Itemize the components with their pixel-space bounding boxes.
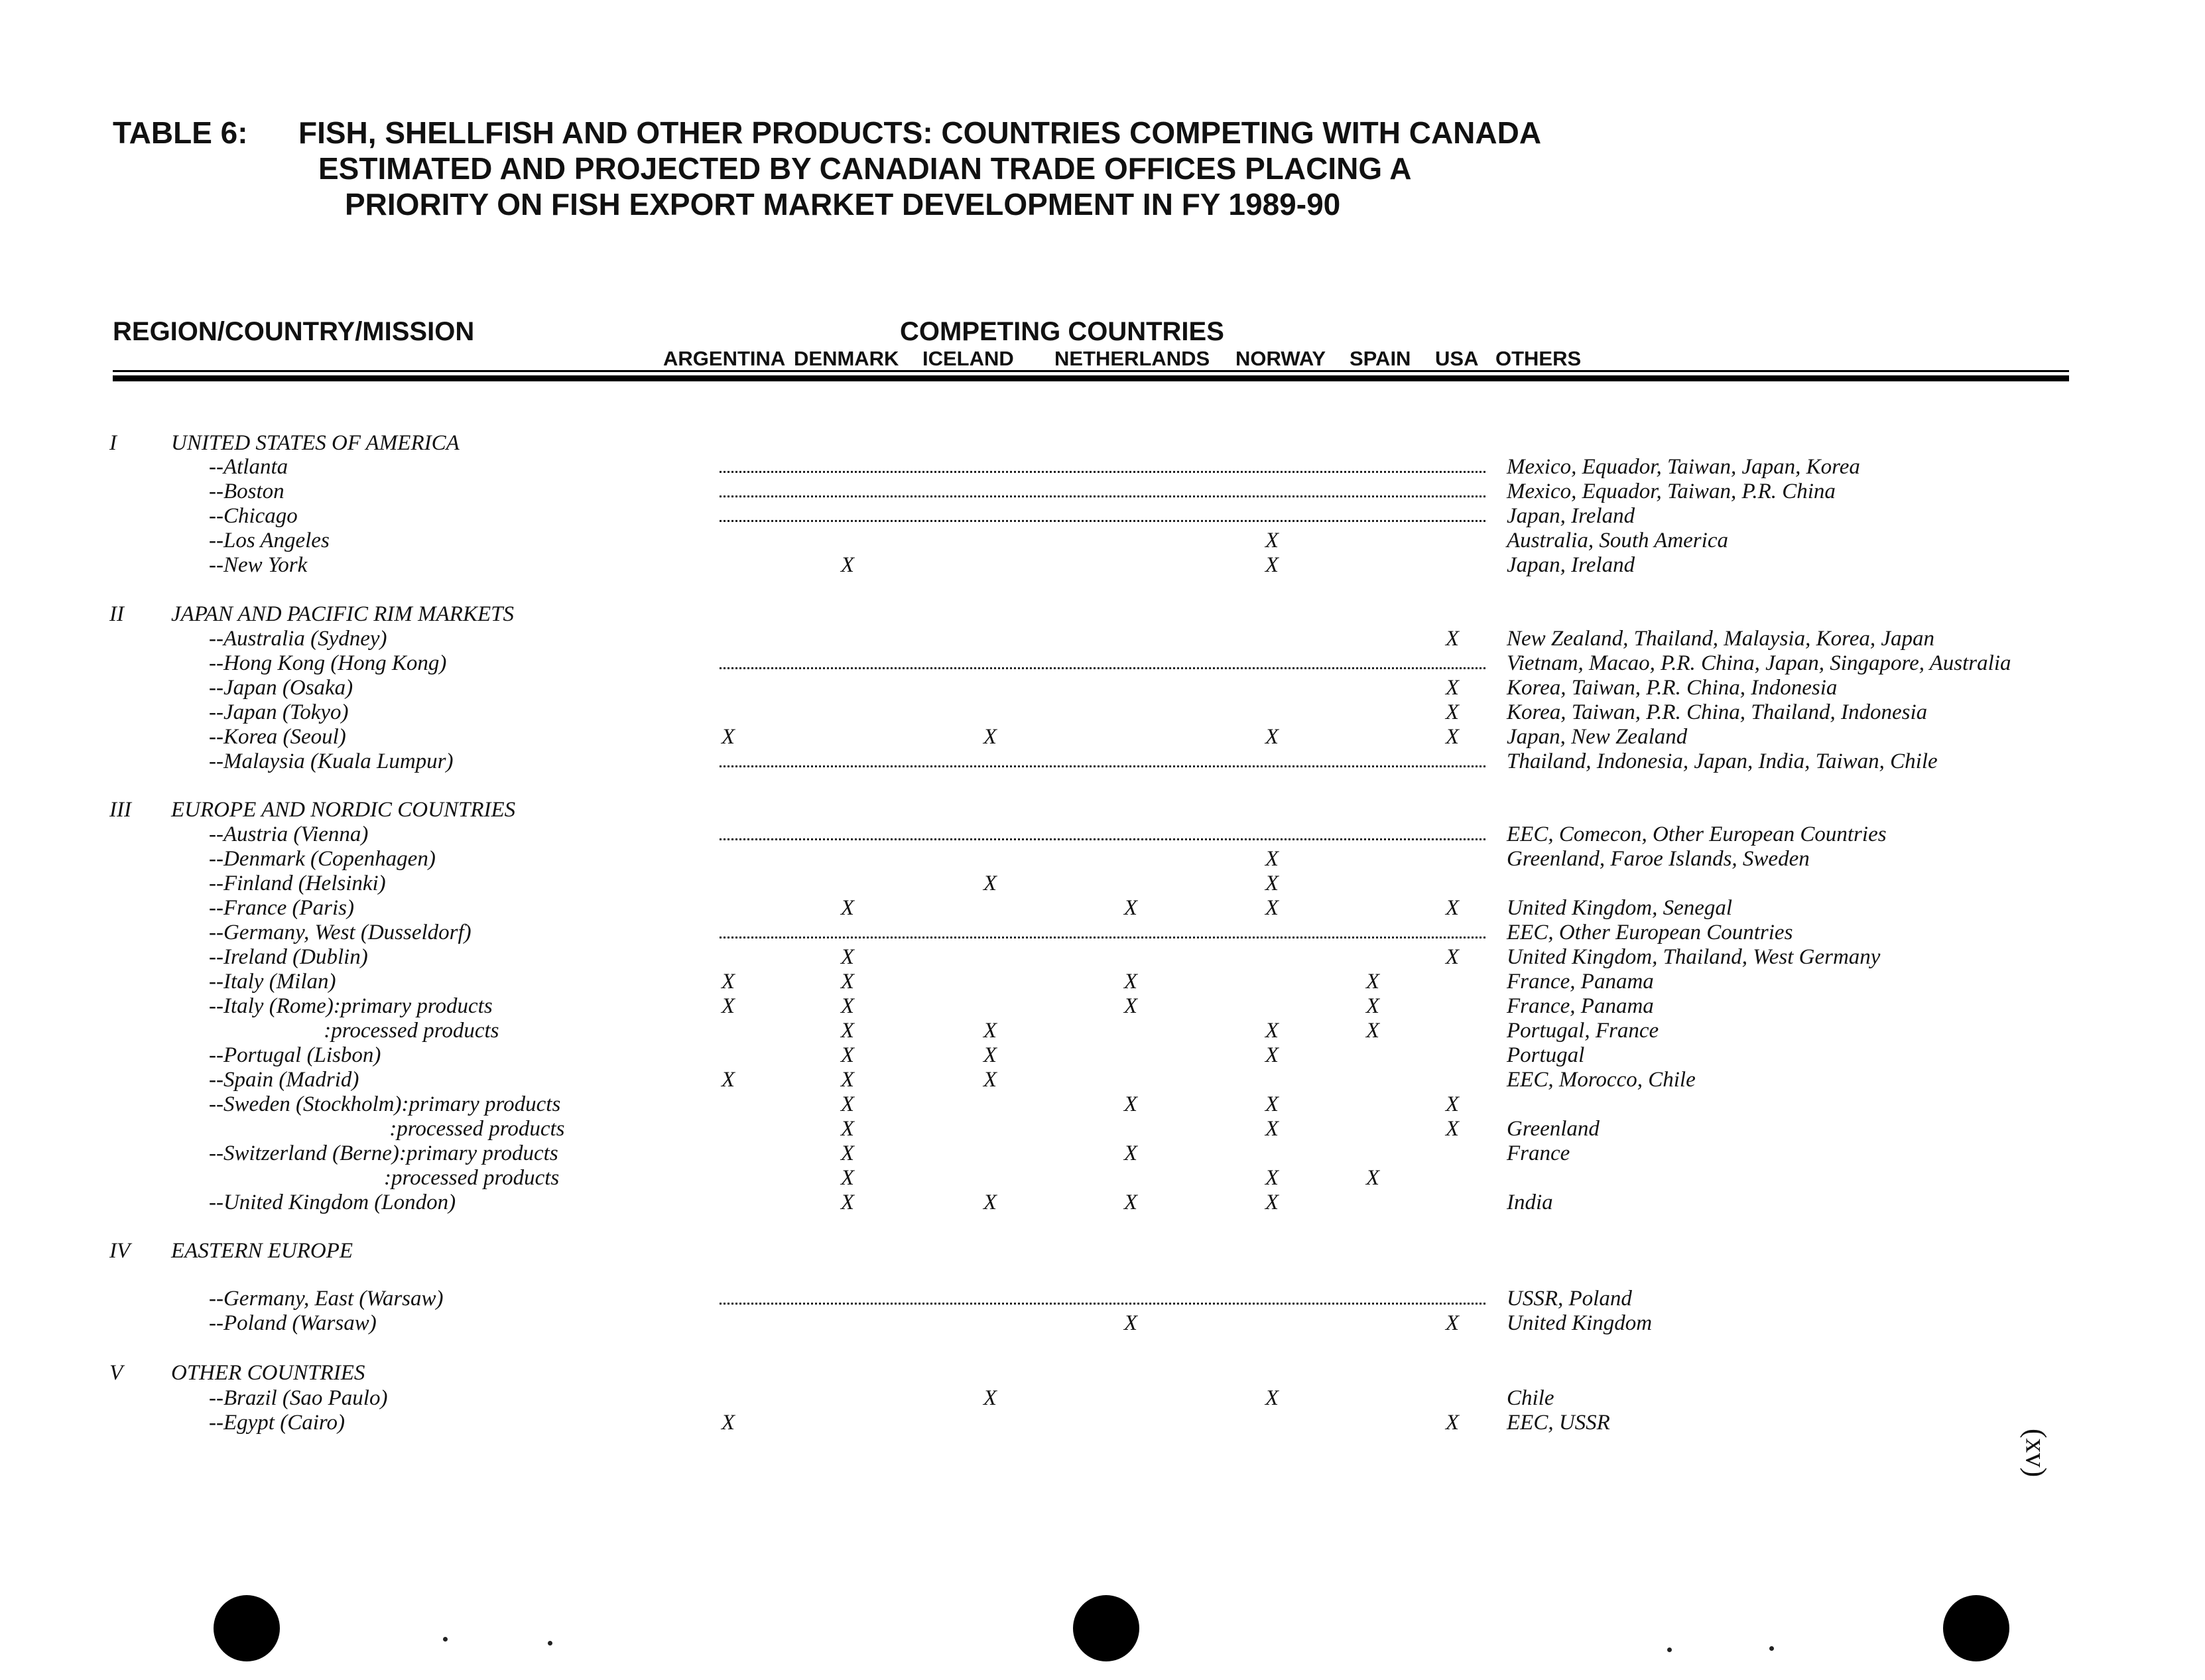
column-header-usa: USA xyxy=(1435,347,1479,370)
mission-label: --Boston xyxy=(209,480,284,503)
mission-label: --Japan (Osaka) xyxy=(209,676,353,700)
region-number: III xyxy=(109,798,131,822)
mission-label: --Korea (Seoul) xyxy=(209,725,346,749)
others-cell: United Kingdom, Thailand, West Germany xyxy=(1507,945,1881,969)
competitor-mark-norway: X xyxy=(1265,1019,1279,1043)
competitor-mark-netherlands: X xyxy=(1123,1311,1138,1335)
speck xyxy=(1667,1648,1672,1652)
mission-label: --Poland (Warsaw) xyxy=(209,1311,377,1335)
competitor-mark-argentina: X xyxy=(721,1411,735,1435)
competitor-mark-argentina: X xyxy=(721,994,735,1018)
region-number: V xyxy=(109,1361,123,1385)
competitor-mark-norway: X xyxy=(1265,1191,1279,1214)
column-header-spain: SPAIN xyxy=(1350,347,1411,370)
others-cell: Japan, New Zealand xyxy=(1507,725,1688,749)
mission-label: --Los Angeles xyxy=(209,529,330,552)
others-cell: EEC, Comecon, Other European Countries xyxy=(1507,822,1887,846)
competitor-mark-spain: X xyxy=(1365,1166,1380,1190)
competitor-mark-denmark: X xyxy=(840,1117,855,1141)
competitor-mark-denmark: X xyxy=(840,1191,855,1214)
binder-hole-left xyxy=(214,1595,280,1661)
table-label: TABLE 6: xyxy=(113,115,248,150)
competitor-mark-norway: X xyxy=(1265,1043,1279,1067)
region-name: EUROPE AND NORDIC COUNTRIES xyxy=(171,798,516,822)
column-header-others: OTHERS xyxy=(1495,347,1582,370)
region-number: I xyxy=(109,431,117,455)
dotted-leader xyxy=(720,511,1485,522)
competitor-mark-usa: X xyxy=(1445,945,1460,969)
region-name: OTHER COUNTRIES xyxy=(171,1361,365,1385)
competitor-mark-denmark: X xyxy=(840,1092,855,1116)
others-cell: Mexico, Equador, Taiwan, Japan, Korea xyxy=(1507,455,1860,479)
others-cell: Japan, Ireland xyxy=(1507,504,1635,528)
competitor-mark-netherlands: X xyxy=(1123,970,1138,994)
competitor-mark-iceland: X xyxy=(983,725,997,749)
others-cell: Chile xyxy=(1507,1386,1554,1410)
competitor-mark-denmark: X xyxy=(840,1043,855,1067)
competitor-mark-usa: X xyxy=(1445,1311,1460,1335)
others-cell: EEC, Morocco, Chile xyxy=(1507,1068,1696,1092)
competitor-mark-netherlands: X xyxy=(1123,1191,1138,1214)
column-header-iceland: ICELAND xyxy=(922,347,1014,370)
mission-label: --Italy (Rome):primary products xyxy=(209,994,493,1018)
competitor-mark-usa: X xyxy=(1445,725,1460,749)
competitor-mark-netherlands: X xyxy=(1123,994,1138,1018)
mission-label: --Finland (Helsinki) xyxy=(209,872,386,895)
mission-label: --Germany, East (Warsaw) xyxy=(209,1287,444,1311)
mission-label: --Brazil (Sao Paulo) xyxy=(209,1386,388,1410)
competitor-mark-usa: X xyxy=(1445,627,1460,651)
speck xyxy=(548,1641,552,1646)
dotted-leader xyxy=(720,1293,1485,1305)
others-cell: United Kingdom, Senegal xyxy=(1507,896,1733,920)
mission-label: --Ireland (Dublin) xyxy=(209,945,368,969)
speck xyxy=(1769,1646,1774,1651)
mission-label: --New York xyxy=(209,553,308,577)
mission-label: :processed products xyxy=(209,1019,499,1043)
mission-label: --Spain (Madrid) xyxy=(209,1068,359,1092)
competitor-mark-argentina: X xyxy=(721,725,735,749)
page-number: (xv) xyxy=(2019,1428,2052,1478)
competitor-mark-iceland: X xyxy=(983,1019,997,1043)
others-cell: New Zealand, Thailand, Malaysia, Korea, Japan xyxy=(1507,627,1935,651)
competitor-mark-spain: X xyxy=(1365,970,1380,994)
mission-label: --Atlanta xyxy=(209,455,288,479)
dotted-leader xyxy=(720,658,1485,669)
competitor-mark-argentina: X xyxy=(721,970,735,994)
competitor-mark-iceland: X xyxy=(983,1043,997,1067)
others-cell: United Kingdom xyxy=(1507,1311,1653,1335)
mission-label: --Chicago xyxy=(209,504,298,528)
region-number: IV xyxy=(109,1239,131,1263)
competing-countries-header: COMPETING COUNTRIES xyxy=(900,317,1224,346)
mission-label: --France (Paris) xyxy=(209,896,355,920)
competitor-mark-spain: X xyxy=(1365,1019,1380,1043)
title-line-1: FISH, SHELLFISH AND OTHER PRODUCTS: COUNTRIES COMPETING WITH CANADA xyxy=(298,115,1542,150)
competitor-mark-iceland: X xyxy=(983,1068,997,1092)
dotted-leader xyxy=(720,486,1485,497)
competitor-mark-denmark: X xyxy=(840,1141,855,1165)
mission-label: --Switzerland (Berne):primary products xyxy=(209,1141,558,1165)
region-name: EASTERN EUROPE xyxy=(171,1239,353,1263)
others-cell: Korea, Taiwan, P.R. China, Thailand, Indonesia xyxy=(1507,700,1928,724)
dotted-leader xyxy=(720,756,1485,767)
competitor-mark-usa: X xyxy=(1445,896,1460,920)
speck xyxy=(443,1637,448,1642)
mission-label: --Malaysia (Kuala Lumpur) xyxy=(209,749,454,773)
mission-label: --United Kingdom (London) xyxy=(209,1191,456,1214)
competitor-mark-argentina: X xyxy=(721,1068,735,1092)
mission-label: --Denmark (Copenhagen) xyxy=(209,847,436,871)
others-cell: Portugal, France xyxy=(1507,1019,1659,1043)
others-cell: France xyxy=(1507,1141,1570,1165)
region-number: II xyxy=(109,602,124,626)
competitor-mark-denmark: X xyxy=(840,994,855,1018)
binder-hole-center xyxy=(1073,1595,1139,1661)
mission-label: --Italy (Milan) xyxy=(209,970,336,994)
competitor-mark-norway: X xyxy=(1265,847,1279,871)
mission-label: :processed products xyxy=(209,1166,560,1190)
others-cell: Australia, South America xyxy=(1507,529,1728,552)
competitor-mark-denmark: X xyxy=(840,1068,855,1092)
mission-label: --Sweden (Stockholm):primary products xyxy=(209,1092,561,1116)
competitor-mark-norway: X xyxy=(1265,1386,1279,1410)
mission-label: --Germany, West (Dusseldorf) xyxy=(209,921,472,944)
competitor-mark-norway: X xyxy=(1265,896,1279,920)
competitor-mark-denmark: X xyxy=(840,896,855,920)
mission-label: --Hong Kong (Hong Kong) xyxy=(209,651,447,675)
dotted-leader xyxy=(720,927,1485,938)
mission-label: --Portugal (Lisbon) xyxy=(209,1043,381,1067)
competitor-mark-usa: X xyxy=(1445,1092,1460,1116)
competitor-mark-norway: X xyxy=(1265,725,1279,749)
title-line-2: ESTIMATED AND PROJECTED BY CANADIAN TRADE OFFICES PLACING A xyxy=(318,151,1412,186)
others-cell: EEC, USSR xyxy=(1507,1411,1610,1435)
region-name: UNITED STATES OF AMERICA xyxy=(171,431,460,455)
others-cell: Korea, Taiwan, P.R. China, Indonesia xyxy=(1507,676,1838,700)
dotted-leader xyxy=(720,829,1485,840)
header-rule-thin xyxy=(113,370,2069,372)
competitor-mark-norway: X xyxy=(1265,1117,1279,1141)
competitor-mark-norway: X xyxy=(1265,1092,1279,1116)
others-cell: Japan, Ireland xyxy=(1507,553,1635,577)
others-cell: Vietnam, Macao, P.R. China, Japan, Singapore, Australia xyxy=(1507,651,2011,675)
mission-label: --Australia (Sydney) xyxy=(209,627,387,651)
others-cell: Mexico, Equador, Taiwan, P.R. China xyxy=(1507,480,1836,503)
mission-label: --Austria (Vienna) xyxy=(209,822,369,846)
dotted-leader xyxy=(720,462,1485,473)
competitor-mark-norway: X xyxy=(1265,529,1279,552)
title-line-3: PRIORITY ON FISH EXPORT MARKET DEVELOPMENT IN FY 1989-90 xyxy=(345,187,1341,222)
competitor-mark-netherlands: X xyxy=(1123,1092,1138,1116)
others-cell: France, Panama xyxy=(1507,994,1654,1018)
competitor-mark-denmark: X xyxy=(840,970,855,994)
region-country-mission-header: REGION/COUNTRY/MISSION xyxy=(113,317,475,346)
competitor-mark-netherlands: X xyxy=(1123,896,1138,920)
competitor-mark-norway: X xyxy=(1265,1166,1279,1190)
others-cell: Greenland xyxy=(1507,1117,1600,1141)
competitor-mark-norway: X xyxy=(1265,872,1279,895)
others-cell: USSR, Poland xyxy=(1507,1287,1632,1311)
others-cell: Thailand, Indonesia, Japan, India, Taiwan, Chile xyxy=(1507,749,1938,773)
competitor-mark-usa: X xyxy=(1445,700,1460,724)
competitor-mark-spain: X xyxy=(1365,994,1380,1018)
region-name: JAPAN AND PACIFIC RIM MARKETS xyxy=(171,602,514,626)
competitor-mark-denmark: X xyxy=(840,1166,855,1190)
mission-label: --Japan (Tokyo) xyxy=(209,700,349,724)
competitor-mark-denmark: X xyxy=(840,945,855,969)
competitor-mark-usa: X xyxy=(1445,1117,1460,1141)
mission-label: --Egypt (Cairo) xyxy=(209,1411,345,1435)
competitor-mark-iceland: X xyxy=(983,1191,997,1214)
column-header-argentina: ARGENTINA xyxy=(663,347,786,370)
competitor-mark-norway: X xyxy=(1265,553,1279,577)
others-cell: EEC, Other European Countries xyxy=(1507,921,1793,944)
binder-hole-right xyxy=(1943,1595,2009,1661)
competitor-mark-denmark: X xyxy=(840,553,855,577)
column-header-netherlands: NETHERLANDS xyxy=(1054,347,1210,370)
competitor-mark-iceland: X xyxy=(983,1386,997,1410)
competitor-mark-usa: X xyxy=(1445,1411,1460,1435)
others-cell: India xyxy=(1507,1191,1553,1214)
header-rule-thick xyxy=(113,375,2069,381)
column-header-norway: NORWAY xyxy=(1235,347,1326,370)
competitor-mark-iceland: X xyxy=(983,872,997,895)
competitor-mark-usa: X xyxy=(1445,676,1460,700)
competitor-mark-netherlands: X xyxy=(1123,1141,1138,1165)
others-cell: Portugal xyxy=(1507,1043,1585,1067)
competitor-mark-denmark: X xyxy=(840,1019,855,1043)
others-cell: France, Panama xyxy=(1507,970,1654,994)
mission-label: :processed products xyxy=(209,1117,565,1141)
others-cell: Greenland, Faroe Islands, Sweden xyxy=(1507,847,1810,871)
column-header-denmark: DENMARK xyxy=(794,347,899,370)
